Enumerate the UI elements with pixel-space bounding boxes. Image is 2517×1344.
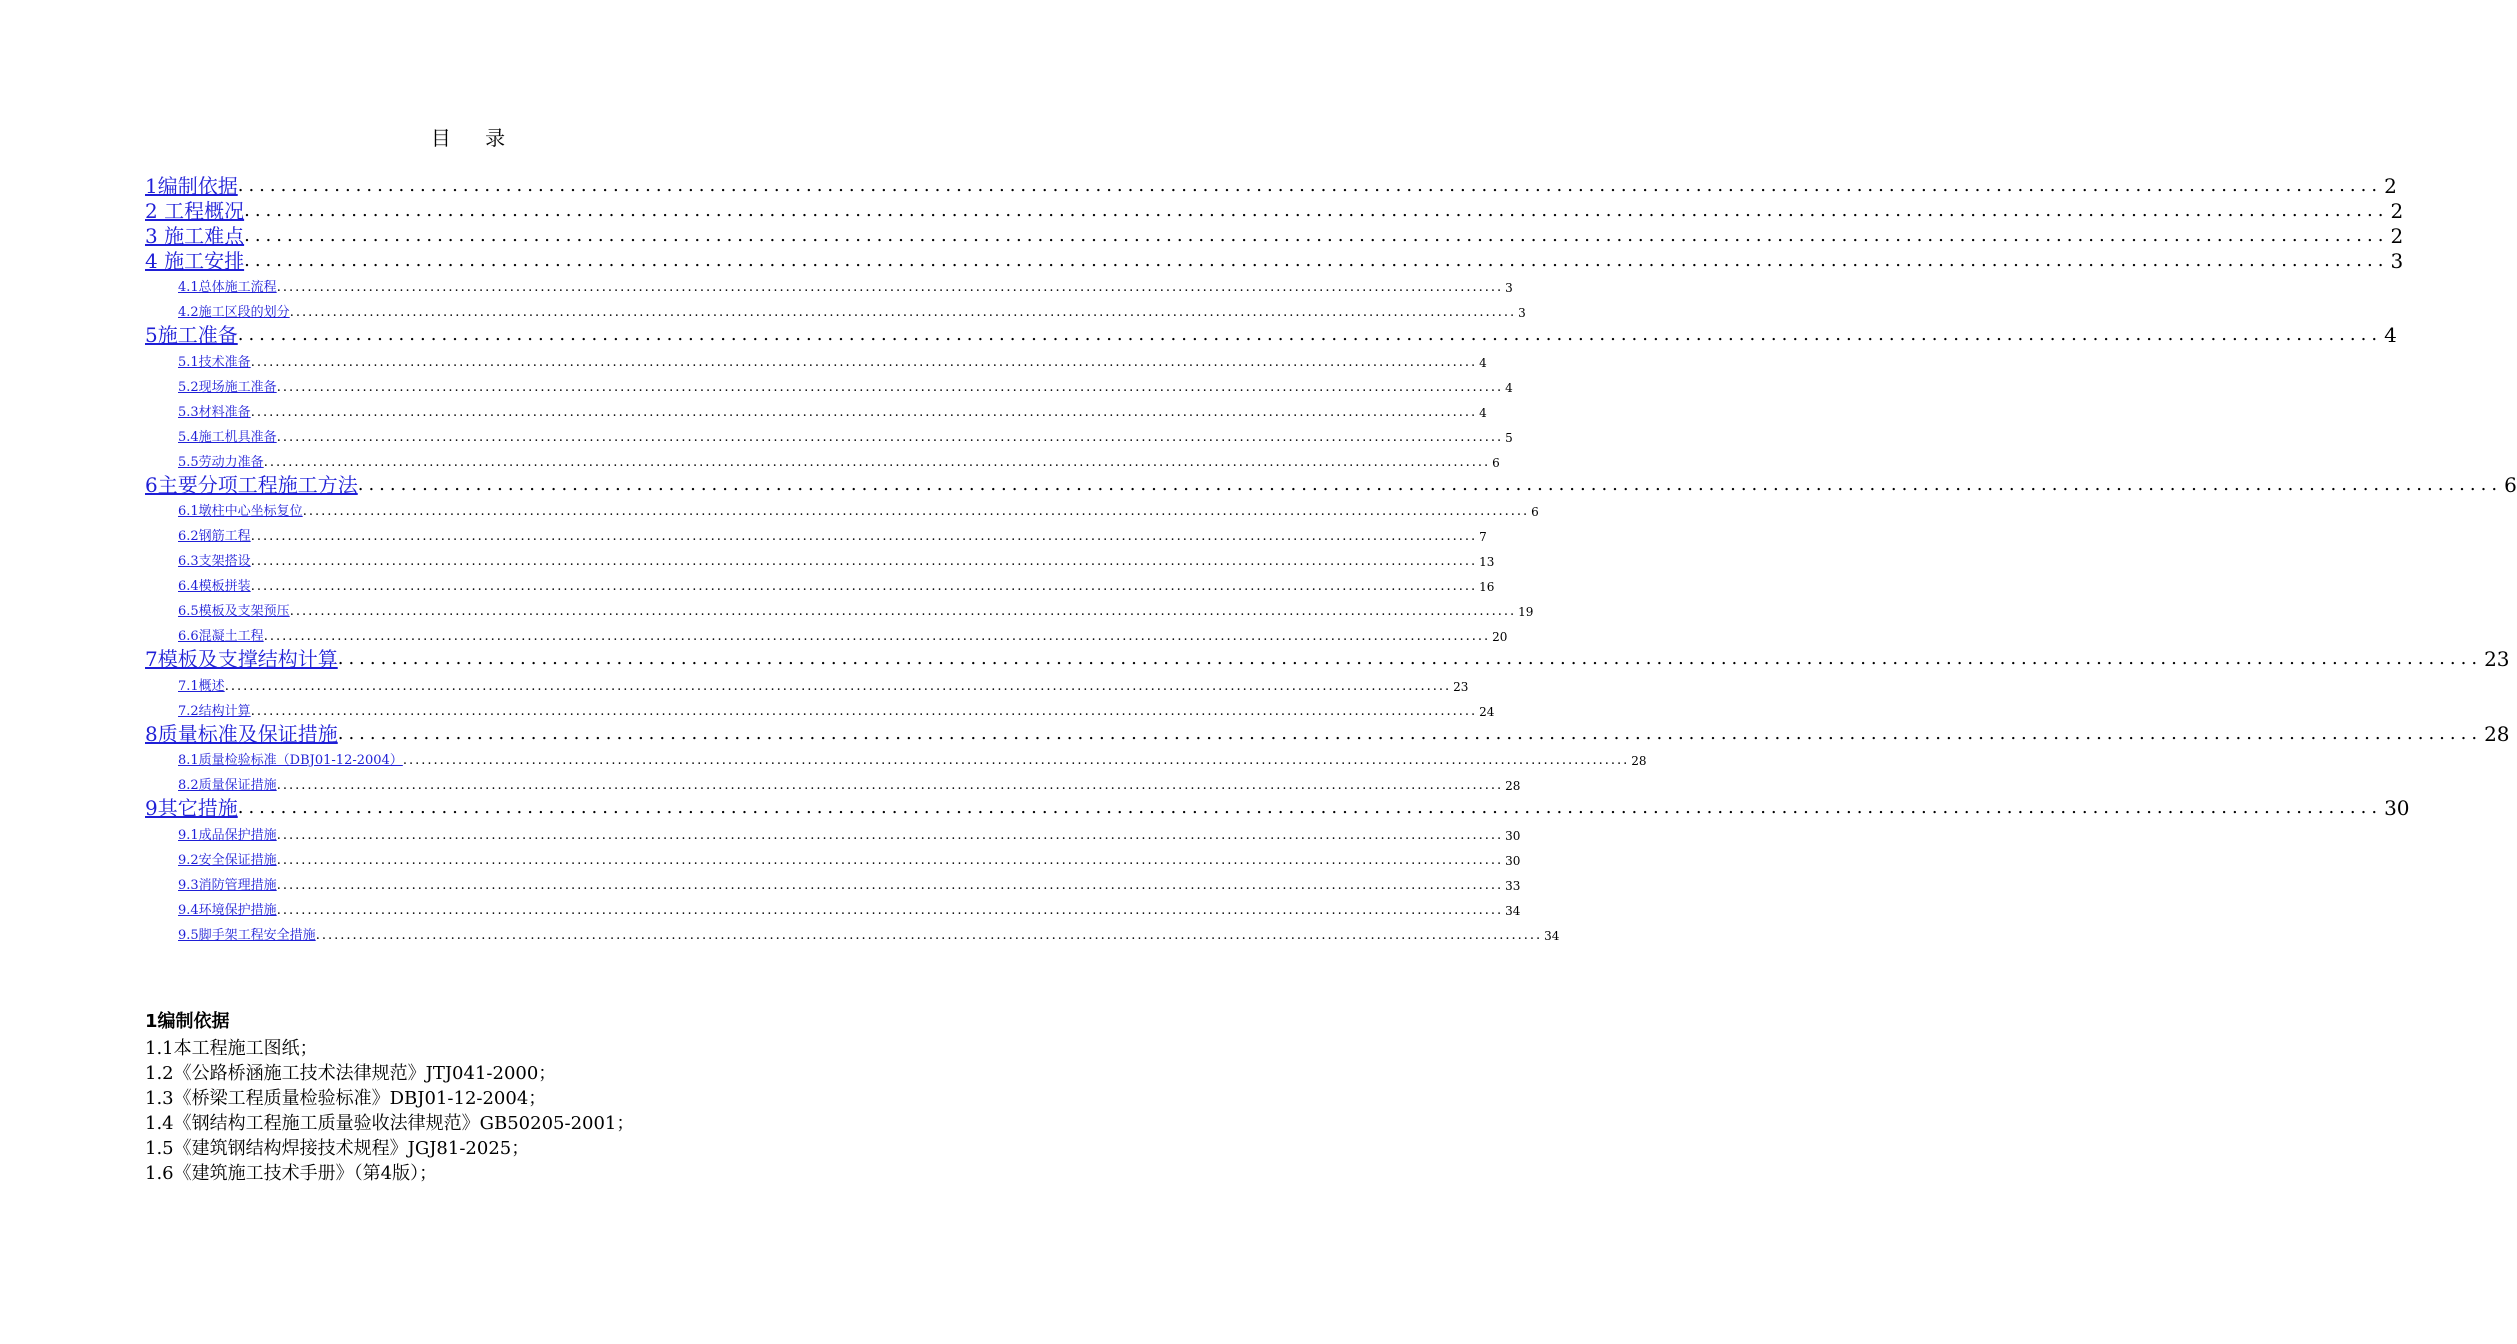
- section-heading: 1编制依据: [145, 1011, 230, 1032]
- toc-page-number: 24: [1479, 704, 1495, 719]
- reference-item: 1.1本工程施工图纸；: [145, 1038, 318, 1059]
- toc-page-number: 6: [1531, 505, 1539, 520]
- toc-entry[interactable]: [145, 248, 2404, 274]
- toc-leader-dots: ........................................................................................................................................................................................................: [250, 703, 1478, 719]
- toc-leader-dots: ........................................................................................................................................................................................................: [224, 678, 1452, 694]
- toc-entry[interactable]: [145, 373, 1513, 398]
- toc-entry-link[interactable]: 8质量标准及保证措施: [145, 721, 338, 746]
- toc-entry[interactable]: [145, 721, 2510, 747]
- reference-item: 1.4《钢结构工程施工质量验收法律规范》GB50205-2001；: [145, 1113, 635, 1134]
- toc-leader-dots: ........................................................................................................................................................................................................: [250, 579, 1478, 595]
- toc-entry[interactable]: [145, 746, 1647, 771]
- toc-entry[interactable]: [145, 323, 2397, 348]
- toc-leader-dots: ........................................................................................................................................................................................................: [302, 504, 1530, 520]
- toc-entry-link[interactable]: 6.3支架搭设: [178, 554, 251, 570]
- toc-leader-dots: ........................................................................................................................................................................................................: [250, 529, 1478, 545]
- toc-entry[interactable]: [145, 298, 1526, 323]
- toc-entry[interactable]: [145, 672, 1469, 697]
- toc-entry-link[interactable]: 1编制依据: [145, 173, 238, 198]
- toc-page-number: 16: [1479, 580, 1495, 595]
- toc-leader-dots: ........................................................................................................................................................................................................: [289, 604, 1517, 620]
- toc-entry[interactable]: [145, 423, 1513, 448]
- toc-entry[interactable]: [145, 448, 1500, 473]
- toc-leader-dots: ........................................................................................................................................................................................................: [276, 778, 1504, 794]
- toc-entry[interactable]: [145, 622, 1508, 647]
- toc-entry-link[interactable]: 9.4环境保护措施: [178, 902, 277, 918]
- toc-entry-link[interactable]: 9.2安全保证措施: [178, 852, 277, 868]
- toc-entry[interactable]: [145, 223, 2404, 249]
- toc-entry[interactable]: [145, 846, 1521, 871]
- toc-entry-link[interactable]: 7模板及支撑结构计算: [145, 646, 338, 671]
- toc-entry-link[interactable]: 8.2质量保证措施: [178, 778, 277, 794]
- toc-entry-link[interactable]: 7.1概述: [178, 678, 225, 694]
- toc-entry-link[interactable]: 8.1质量检验标准（DBJ01-12-2004）: [178, 753, 403, 769]
- toc-entry-link[interactable]: 6.1墩柱中心坐标复位: [178, 504, 303, 520]
- toc-entry-link[interactable]: 9.1成品保护措施: [178, 828, 277, 844]
- toc-page-number: 20: [1492, 629, 1508, 644]
- toc-page-number: 28: [2484, 721, 2510, 746]
- toc-page-number: 28: [1505, 779, 1521, 794]
- toc-page-number: 28: [1631, 754, 1647, 769]
- toc-leader-dots: ........................................................................................................................................................................................................: [250, 554, 1478, 570]
- toc-entry[interactable]: [145, 771, 1521, 796]
- toc-leader-dots: ........................................................................................................................................................................................................: [244, 224, 2389, 246]
- toc-page-number: 6: [2504, 472, 2517, 497]
- toc-entry[interactable]: [145, 498, 1539, 523]
- toc-leader-dots: ........................................................................................................................................................................................................: [276, 877, 1504, 893]
- toc-page-number: 7: [1479, 530, 1487, 545]
- toc-entry[interactable]: [145, 597, 1534, 622]
- toc-entry-link[interactable]: 2 工程概况: [145, 198, 245, 223]
- toc-entry[interactable]: [145, 921, 1560, 946]
- toc-page-number: 6: [1492, 455, 1500, 470]
- toc-entry-link[interactable]: 9.3消防管理措施: [178, 877, 277, 893]
- toc-leader-dots: ........................................................................................................................................................................................................: [250, 355, 1478, 371]
- reference-item: 1.5《建筑钢结构焊接技术规程》JGJ81-2025；: [145, 1138, 530, 1159]
- reference-item: 1.2《公路桥涵施工技术法律规范》JTJ041-2000；: [145, 1063, 557, 1084]
- toc-page-number: 33: [1505, 878, 1521, 893]
- toc-entry-link[interactable]: 5.5劳动力准备: [178, 454, 264, 470]
- toc-leader-dots: ........................................................................................................................................................................................................: [337, 647, 2483, 669]
- toc-entry[interactable]: [145, 896, 1521, 921]
- toc-entry-link[interactable]: 5.2现场施工准备: [178, 380, 277, 396]
- toc-page-number: 3: [1505, 281, 1513, 296]
- toc-entry-link[interactable]: 4 施工安排: [145, 248, 245, 273]
- section-lines: [145, 1036, 825, 1186]
- toc-leader-dots: ........................................................................................................................................................................................................: [237, 174, 2383, 196]
- toc-leader-dots: ........................................................................................................................................................................................................: [276, 828, 1504, 844]
- toc-entry[interactable]: [145, 274, 1513, 299]
- section-basis: [145, 1010, 825, 1186]
- toc-leader-dots: ........................................................................................................................................................................................................: [250, 404, 1478, 420]
- toc-entry[interactable]: [145, 572, 1495, 597]
- toc-page-number: 23: [2484, 646, 2510, 671]
- toc-page-number: 4: [1479, 356, 1487, 371]
- toc-entry-link[interactable]: 6.5模板及支架预压: [178, 604, 290, 620]
- toc-entry[interactable]: [145, 646, 2510, 672]
- toc-entry-link[interactable]: 7.2结构计算: [178, 703, 251, 719]
- toc-page-number: 3: [2390, 248, 2404, 273]
- toc-entry[interactable]: [145, 796, 2410, 821]
- reference-item: 1.6《建筑施工技术手册》（第4版）；: [145, 1163, 438, 1184]
- toc-leader-dots: ........................................................................................................................................................................................................: [402, 753, 1630, 769]
- toc-entry-link[interactable]: 5施工准备: [145, 323, 238, 348]
- toc-entry-link[interactable]: 9其它措施: [145, 796, 238, 821]
- toc-leader-dots: ........................................................................................................................................................................................................: [337, 722, 2483, 744]
- toc-entry-link[interactable]: 6.2钢筋工程: [178, 529, 251, 545]
- toc-page-number: 2: [2390, 223, 2404, 248]
- toc-page-number: 13: [1479, 555, 1495, 570]
- toc-page-number: 30: [2384, 796, 2410, 821]
- toc-entry-link[interactable]: 6主要分项工程施工方法: [145, 472, 358, 497]
- toc-leader-dots: ........................................................................................................................................................................................................: [276, 380, 1504, 396]
- toc-leader-dots: ........................................................................................................................................................................................................: [357, 473, 2503, 495]
- toc-page-number: 34: [1505, 903, 1521, 918]
- reference-item: 1.3《桥梁工程质量检验标准》DBJ01-12-2004；: [145, 1088, 547, 1109]
- toc-page-number: 4: [1479, 405, 1487, 420]
- toc-entry-link[interactable]: 4.2施工区段的划分: [178, 305, 290, 321]
- toc-page-number: 23: [1453, 679, 1469, 694]
- toc-entry-link[interactable]: 6.4模板拼装: [178, 579, 251, 595]
- toc-leader-dots: ........................................................................................................................................................................................................: [276, 429, 1504, 445]
- toc-page-number: 3: [1518, 306, 1526, 321]
- toc-leader-dots: ........................................................................................................................................................................................................: [289, 305, 1517, 321]
- table-of-contents: [145, 173, 2517, 946]
- toc-leader-dots: ........................................................................................................................................................................................................: [315, 927, 1543, 943]
- toc-entry[interactable]: [145, 398, 1487, 423]
- toc-leader-dots: ........................................................................................................................................................................................................: [276, 852, 1504, 868]
- toc-page-number: 30: [1505, 853, 1521, 868]
- toc-entry-link[interactable]: 5.3材料准备: [178, 404, 251, 420]
- toc-entry[interactable]: [145, 173, 2397, 199]
- toc-leader-dots: ........................................................................................................................................................................................................: [237, 797, 2383, 819]
- toc-entry[interactable]: [145, 697, 1495, 722]
- toc-entry-link[interactable]: 9.5脚手架工程安全措施: [178, 927, 316, 943]
- toc-page-number: 5: [1505, 430, 1513, 445]
- toc-entry-link[interactable]: 5.1技术准备: [178, 355, 251, 371]
- toc-page-number: 4: [1505, 381, 1513, 396]
- toc-entry[interactable]: [145, 198, 2404, 224]
- toc-page-number: 19: [1518, 605, 1534, 620]
- toc-leader-dots: ........................................................................................................................................................................................................: [263, 454, 1491, 470]
- toc-page-number: 2: [2384, 173, 2397, 198]
- toc-entry-link[interactable]: 3 施工难点: [145, 223, 245, 248]
- toc-leader-dots: ........................................................................................................................................................................................................: [276, 280, 1504, 296]
- toc-leader-dots: ........................................................................................................................................................................................................: [244, 199, 2389, 221]
- toc-entry-link[interactable]: 4.1总体施工流程: [178, 280, 277, 296]
- toc-entry[interactable]: [145, 871, 1521, 896]
- toc-page-number: 2: [2390, 198, 2404, 223]
- toc-leader-dots: ........................................................................................................................................................................................................: [263, 628, 1491, 644]
- toc-entry[interactable]: [145, 348, 1487, 373]
- toc-entry-link[interactable]: 5.4施工机具准备: [178, 429, 277, 445]
- toc-entry-link[interactable]: 6.6混凝土工程: [178, 628, 264, 644]
- toc-leader-dots: ........................................................................................................................................................................................................: [276, 902, 1504, 918]
- toc-page-number: 4: [2384, 323, 2397, 348]
- toc-leader-dots: ........................................................................................................................................................................................................: [237, 324, 2383, 346]
- toc-entry[interactable]: [145, 821, 1521, 846]
- page-title: 目 录: [430, 126, 520, 150]
- toc-page-number: 34: [1544, 928, 1560, 943]
- toc-entry[interactable]: [145, 472, 2517, 498]
- toc-leader-dots: ........................................................................................................................................................................................................: [244, 249, 2389, 271]
- toc-page-number: 30: [1505, 829, 1521, 844]
- toc-entry[interactable]: [145, 547, 1495, 572]
- toc-entry[interactable]: [145, 522, 1487, 547]
